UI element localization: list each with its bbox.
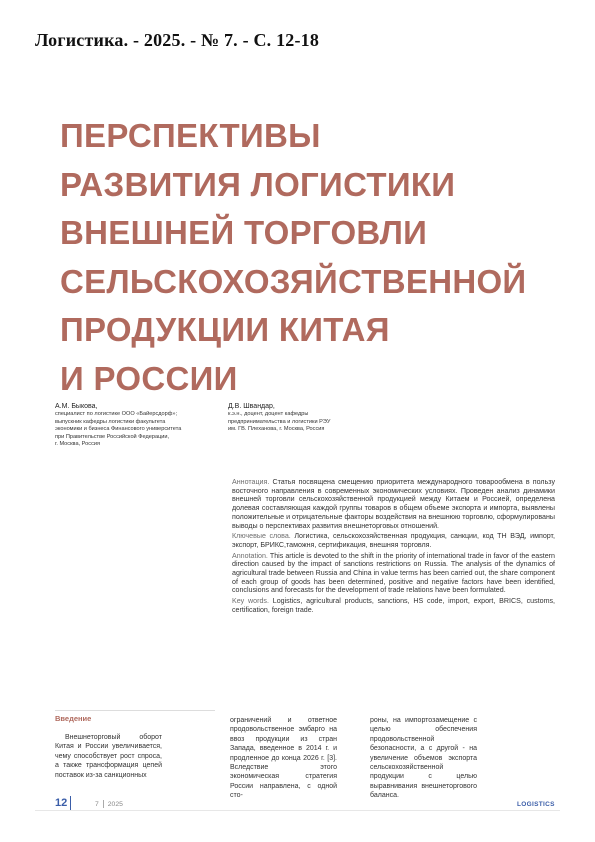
author-name: Д.В. Швандар, bbox=[228, 403, 275, 410]
title-line: ПЕРСПЕКТИВЫ bbox=[60, 117, 321, 154]
keywords-ru bbox=[232, 532, 555, 549]
citation-header: Логистика. - 2025. - № 7. - С. 12-18 bbox=[35, 30, 320, 50]
author-affiliation: специалист по логистике ООО «Байерсдорф»; bbox=[55, 411, 178, 417]
footer-divider bbox=[35, 810, 560, 811]
title-line: ВНЕШНЕЙ ТОРГОВЛИ bbox=[60, 214, 428, 251]
article-title bbox=[60, 112, 560, 403]
body-column-2: ограничений и ответное продовольственное эмбарго на ввоз продукции из стран Запада, введенное в 2014 г. и продленное до конца 2026 г. [3]. Вследствие этого экономическая стратегия России направлена, с одной сто- bbox=[230, 717, 337, 800]
abstract-ru-text: Статья посвящена смещению приоритета международного товарообмена в пользу восточного направления в современных экономических условиях. Проведен анализ динамики внешней торговли сельскохозяйственной продукцией между Китаем и Россией, определена долевая составляющая каждой группы товаров в общем объеме экспорта и импорта, выявлены положительные и отрицательные факторы воздействия на внешнюю торговлю, сформулированы выводы о перспективах развития внешнеторговых отношений. bbox=[232, 478, 555, 530]
author-affiliation: при Правительстве Российской Федерации, bbox=[55, 433, 170, 440]
intro-heading: Введение bbox=[55, 714, 92, 723]
author-block-bykova bbox=[55, 402, 215, 449]
author-affiliation: к.э.н., доцент, доцент кафедры bbox=[228, 411, 309, 417]
abstract-en-label: Annotation. bbox=[232, 551, 268, 560]
page-number: 12 bbox=[55, 797, 68, 809]
intro-rule bbox=[55, 710, 215, 711]
title-line: РАЗВИТИЯ ЛОГИСТИКИ bbox=[60, 165, 456, 203]
body-column-1: Внешнеторговый оборот Китая и России увеличивается, чему способствует рост спроса, а также трансформация цепей поставок из-за санкционных bbox=[55, 734, 162, 779]
keywords-en-text: Logistics, agricultural products, sanctions, HS code, import, export, BRICS, customs, certification, foreign trade. bbox=[232, 597, 556, 614]
title-line: ПРОДУКЦИИ КИТАЯ bbox=[60, 311, 390, 348]
issue-year: 2025 bbox=[107, 800, 123, 808]
issue-info bbox=[95, 800, 123, 808]
title-line: СЕЛЬСКОХОЗЯЙСТВЕННОЙ bbox=[60, 262, 527, 300]
abstract bbox=[232, 478, 555, 617]
abstract-en bbox=[232, 552, 555, 596]
author-name: А.М. Быкова, bbox=[55, 403, 98, 410]
author-affiliation: им. ГВ. Плеханова, г. Москва, Россия bbox=[228, 426, 325, 432]
abstract-ru bbox=[232, 478, 555, 530]
author-affiliation: выпускник кафедры логистики факультета bbox=[55, 418, 166, 425]
page-number-bar bbox=[70, 796, 71, 810]
author-affiliation: г. Москва, Россия bbox=[55, 441, 101, 447]
keywords-en bbox=[232, 597, 555, 614]
keywords-en-label: Key words. bbox=[232, 597, 269, 606]
author-affiliation: экономики и бизнеса Финансового университета bbox=[55, 426, 182, 432]
journal-name: LOGISTICS bbox=[517, 801, 555, 808]
author-affiliation: предпринимательства и логистики РЭУ bbox=[228, 418, 331, 425]
abstract-en-text: This article is devoted to the shift in the priority of international trade in favor of the eastern direction caused by the impact of sanctions restrictions on Russia. The analysis of the dynamics of agricultural trade between Russia and China in value terms has been carried out, the share component of each group of goods has been determined, positive and negative factors have been identified, conclusions and forecasts for the development of trade relations have been formulated. bbox=[232, 551, 555, 595]
keywords-ru-label: Ключевые слова. bbox=[232, 532, 291, 541]
abstract-ru-label: Аннотация. bbox=[232, 478, 270, 486]
issue-number: 7 bbox=[95, 800, 99, 808]
issue-separator bbox=[103, 800, 104, 808]
title-line: И РОССИИ bbox=[60, 359, 238, 397]
body-column-3: роны, на импортозамещение с целью обеспечения продовольственной безопасности, а с другой - на увеличение объемов экспорта сельскохозяйственной продукции с целью выравнивания внешнеторгового баланса. bbox=[370, 717, 477, 800]
keywords-ru-text: Логистика, сельскохозяйственная продукция, санкции, код ТН ВЭД, импорт, экспорт, БРИКС,таможня, сертификация, внешняя торговля. bbox=[232, 532, 555, 549]
author-block-shvandar bbox=[228, 402, 388, 434]
